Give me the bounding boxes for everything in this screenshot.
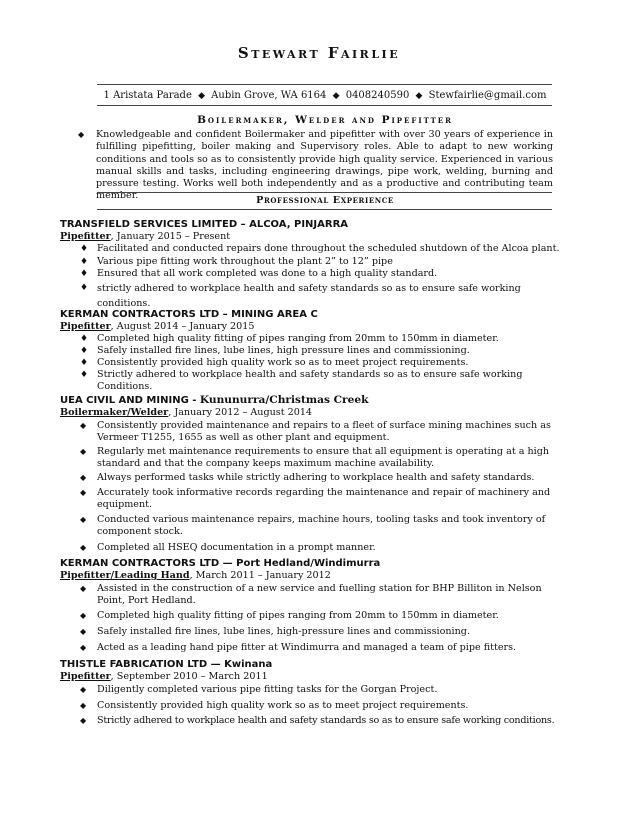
section-heading bbox=[80, 195, 570, 206]
job-company: THISTLE FABRICATION LTD — Kwinana bbox=[60, 659, 273, 670]
diamond-bullet-icon: ◆ bbox=[80, 473, 87, 482]
list-item bbox=[80, 487, 567, 512]
diamond-separator-icon: ◆ bbox=[198, 91, 205, 101]
diamond-separator-icon: ◆ bbox=[415, 91, 423, 101]
contact-email: Stewfairlie@gmail.com bbox=[428, 90, 547, 101]
diamond-bullet-icon: ◆ bbox=[80, 643, 87, 652]
list-item-text: Consistently provided high quality work so as to meet project requirements. bbox=[97, 700, 469, 711]
job-dates: , September 2010 – March 2011 bbox=[110, 671, 268, 682]
header-rule-top bbox=[97, 84, 552, 85]
list-item-text: Strictly adhered to workplace health and safety standards so as to ensure safe working Conditions. bbox=[97, 369, 523, 393]
contact-phone: 0408240590 bbox=[345, 90, 410, 101]
list-item bbox=[80, 610, 567, 622]
list-item-text: Regularly met maintenance requirements to ensure that all equipment is operating at a high standard and that the company keeps maximum machine availability. bbox=[97, 446, 550, 470]
list-item-text: Consistently provided maintenance and repairs to a fleet of surface mining machines such as Vermeer T1255, 1655 as well as other plant and equipment. bbox=[97, 420, 551, 444]
list-item-text: Conducted various maintenance repairs, machine hours, tooling tasks and took inventory of component stock. bbox=[97, 514, 546, 538]
header-rule-bottom bbox=[97, 105, 552, 106]
list-item bbox=[80, 583, 567, 608]
list-item bbox=[80, 357, 567, 369]
list-item-text: Acted as a leading hand pipe fitter at Windimurra and managed a team of pipe fitters. bbox=[97, 642, 517, 653]
job-company bbox=[60, 394, 368, 406]
job-company: KERMAN CONTRACTORS LTD – MINING AREA C bbox=[60, 309, 318, 320]
list-item-text: Always performed tasks while strictly adhering to workplace health and safety standards. bbox=[97, 472, 535, 483]
diamond-bullet-icon: ◆ bbox=[80, 627, 87, 636]
diamond-bullet-icon: ◆ bbox=[80, 611, 87, 620]
job-role-line bbox=[60, 570, 331, 581]
list-item-text: Completed high quality fitting of pipes ranging from 20mm to 150mm in diameter. bbox=[97, 333, 499, 344]
diamond-bullet-icon: ♦ bbox=[80, 257, 89, 267]
job-role-line bbox=[60, 407, 312, 418]
diamond-bullet-icon: ♦ bbox=[80, 346, 89, 356]
list-item bbox=[80, 700, 567, 712]
job-role: Pipefitter bbox=[60, 671, 111, 682]
list-item-text: Strictly adhered to workplace health and safety standards so as to ensure safe working conditions. bbox=[97, 715, 555, 726]
summary-text: Knowledgeable and confident Boilermaker and pipefitter with over 30 years of experience in fulfilling pipefitting, boiler making and Supervisory roles. Able to adapt to new working conditions and tools so as to consistently provide high quality service. Experienced in various manual skills and tasks, including engineering drawings, pipe work, welding, burning and pressure testing. Works well both independently and as a productive and contributing team member. bbox=[96, 129, 553, 202]
job-role-line bbox=[60, 321, 254, 332]
contact-address: 1 Aristata Parade bbox=[103, 90, 192, 101]
job-company: TRANSFIELD SERVICES LIMITED – ALCOA, PINJARRA bbox=[60, 219, 349, 230]
contact-suburb: Aubin Grove, WA 6164 bbox=[211, 90, 327, 101]
list-item-text: strictly adhered to workplace health and safety standards so as to ensure safe working conditions. bbox=[97, 283, 521, 309]
list-item-text: Safely installed fire lines, lube lines, high pressure lines and commissioning. bbox=[97, 345, 470, 356]
list-item bbox=[80, 446, 567, 471]
list-item-text: Various pipe fitting work throughout the plant 2” to 12” pipe bbox=[97, 256, 393, 267]
list-item bbox=[80, 642, 567, 654]
list-item-text: Ensured that all work completed was done to a high quality standard. bbox=[97, 268, 438, 279]
job-company: KERMAN CONTRACTORS LTD — Port Hedland/Windimurra bbox=[60, 558, 381, 569]
job-dates: , March 2011 – January 2012 bbox=[189, 570, 331, 581]
list-item-text: Assisted in the construction of a new service and fuelling station for BHP Billiton in Nelson Point, Port Hedland. bbox=[97, 583, 542, 607]
diamond-bullet-icon: ◆ bbox=[78, 130, 85, 139]
diamond-bullet-icon: ◆ bbox=[80, 716, 86, 725]
list-item-text: Completed all HSEQ documentation in a prompt manner. bbox=[97, 542, 376, 553]
list-item bbox=[80, 684, 567, 696]
diamond-bullet-icon: ♦ bbox=[80, 244, 89, 254]
list-item bbox=[80, 472, 567, 484]
list-item-text: Safely installed fire lines, lube lines, high-pressure lines and commissioning. bbox=[97, 626, 470, 637]
list-item bbox=[80, 333, 567, 345]
list-item bbox=[80, 369, 567, 394]
job-role-line bbox=[60, 671, 268, 682]
job-role: Pipefitter/Leading Hand bbox=[60, 570, 190, 581]
job-title-text: Boilermaker, Welder and Pipefitter bbox=[197, 114, 453, 126]
job-dates: , August 2014 – January 2015 bbox=[110, 321, 255, 332]
list-item-text: Completed high quality fitting of pipes ranging from 20mm to 150mm in diameter. bbox=[97, 610, 499, 621]
section-heading-text: Professional Experience bbox=[256, 195, 394, 206]
list-item-text: Diligently completed various pipe fitting tasks for the Gorgan Project. bbox=[97, 684, 438, 695]
diamond-bullet-icon: ♦ bbox=[80, 269, 89, 279]
job-role: Pipefitter bbox=[60, 231, 111, 242]
name-text: Stewart Fairlie bbox=[237, 44, 401, 62]
list-item-text: Accurately took informative records regarding the maintenance and repair of machinery and equipment. bbox=[97, 487, 551, 511]
diamond-bullet-icon: ◆ bbox=[80, 701, 87, 710]
list-item bbox=[80, 542, 567, 554]
job-role: Pipefitter bbox=[60, 321, 111, 332]
section-rule-bottom bbox=[97, 209, 552, 210]
job-title bbox=[80, 114, 570, 126]
list-item bbox=[80, 345, 567, 357]
job-role-line bbox=[60, 231, 230, 242]
list-item bbox=[80, 243, 567, 255]
applicant-name bbox=[0, 44, 638, 62]
diamond-bullet-icon: ◆ bbox=[80, 584, 87, 593]
diamond-bullet-icon: ♦ bbox=[80, 370, 89, 380]
list-item bbox=[80, 514, 567, 539]
list-item bbox=[80, 281, 567, 311]
diamond-bullet-icon: ◆ bbox=[80, 447, 87, 456]
contact-line bbox=[80, 90, 570, 101]
job-company-location: Kununurra/Christmas Creek bbox=[199, 394, 369, 406]
list-item-text: Facilitated and conducted repairs done throughout the scheduled shutdown of the Alcoa plant. bbox=[97, 243, 560, 254]
diamond-bullet-icon: ♦ bbox=[80, 334, 89, 344]
diamond-bullet-icon: ◆ bbox=[80, 515, 87, 524]
section-rule-top bbox=[97, 192, 552, 193]
diamond-separator-icon: ◆ bbox=[332, 91, 340, 101]
list-item bbox=[80, 420, 567, 445]
job-role: Boilermaker/Welder bbox=[60, 407, 169, 418]
job-dates: , January 2015 – Present bbox=[110, 231, 231, 242]
diamond-bullet-icon: ◆ bbox=[80, 421, 87, 430]
list-item bbox=[80, 256, 567, 268]
job-dates: , January 2012 – August 2014 bbox=[168, 407, 313, 418]
diamond-bullet-icon: ◆ bbox=[80, 685, 87, 694]
job-company-name: UEA CIVIL AND MINING - bbox=[60, 395, 200, 406]
list-item bbox=[80, 626, 567, 638]
diamond-bullet-icon: ◆ bbox=[80, 543, 87, 552]
list-item-text: Consistently provided high quality work so as to meet project requirements. bbox=[97, 357, 469, 368]
list-item bbox=[80, 268, 567, 280]
list-item bbox=[80, 715, 587, 727]
diamond-bullet-icon: ♦ bbox=[80, 358, 89, 368]
diamond-bullet-icon: ♦ bbox=[80, 283, 89, 293]
diamond-bullet-icon: ◆ bbox=[80, 488, 87, 497]
